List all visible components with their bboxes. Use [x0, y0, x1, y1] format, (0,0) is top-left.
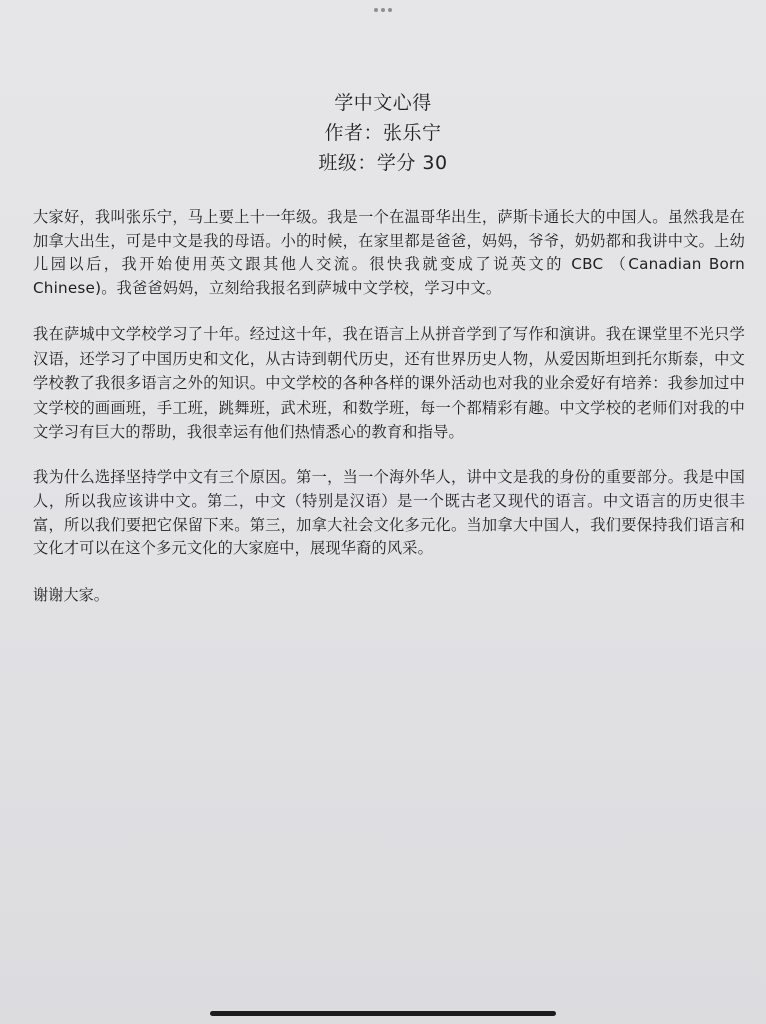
paragraph-school: 我在萨城中文学校学习了十年。经过这十年，我在语言上从拼音学到了写作和演讲。我在课堂里不光只学汉语，还学习了中国历史和文化，从古诗到朝代历史，还有世界历史人物，从爱因斯坦到托尔斯泰，中文学校教了我很多语言之外的知识。中文学校的各种各样的课外活动也对我的业余爱好有培养：我参加过中文学校的画画班，手工班，跳舞班，武术班，和数学班，每一个都精彩有趣。中文学校的老师们对我的中文学习有巨大的帮助，我很幸运有他们热情悉心的教育和指导。 — [33, 325, 745, 441]
home-indicator[interactable] — [210, 1011, 556, 1016]
paragraph-intro: 大家好，我叫张乐宁，马上要上十一年级。我是一个在温哥华出生，萨斯卡通长大的中国人。虽然我是在加拿大出生，可是中文是我的母语。小的时候，在家里都是爸爸，妈妈，爷爷，奶奶都和我讲中文。上幼儿园以后，我开始使用英文跟其他人交流。很快我就变成了说英文的 CBC （Canadian Born Chinese)。我爸爸妈妈，立刻给我报名到萨城中文学校，学习中文。 — [33, 208, 745, 297]
closing-line: 谢谢大家。 — [33, 585, 109, 604]
document-title: 学中文心得 — [334, 92, 432, 114]
author-line: 作者：张乐宁 — [324, 122, 442, 144]
class-line: 班级：学分 30 — [318, 152, 448, 174]
document-header — [0, 88, 766, 178]
paragraph-reasons: 我为什么选择坚持学中文有三个原因。第一，当一个海外华人，讲中文是我的身份的重要部分。我是中国人，所以我应该讲中文。第二，中文（特别是汉语）是一个既古老又现代的语言。中文语言的历史很丰富，所以我们要把它保留下来。第三，加拿大社会文化多元化。当加拿大中国人，我们要保持我们语言和文化才可以在这个多元文化的大家庭中，展现华裔的风采。 — [33, 468, 745, 558]
document-body — [33, 206, 745, 607]
